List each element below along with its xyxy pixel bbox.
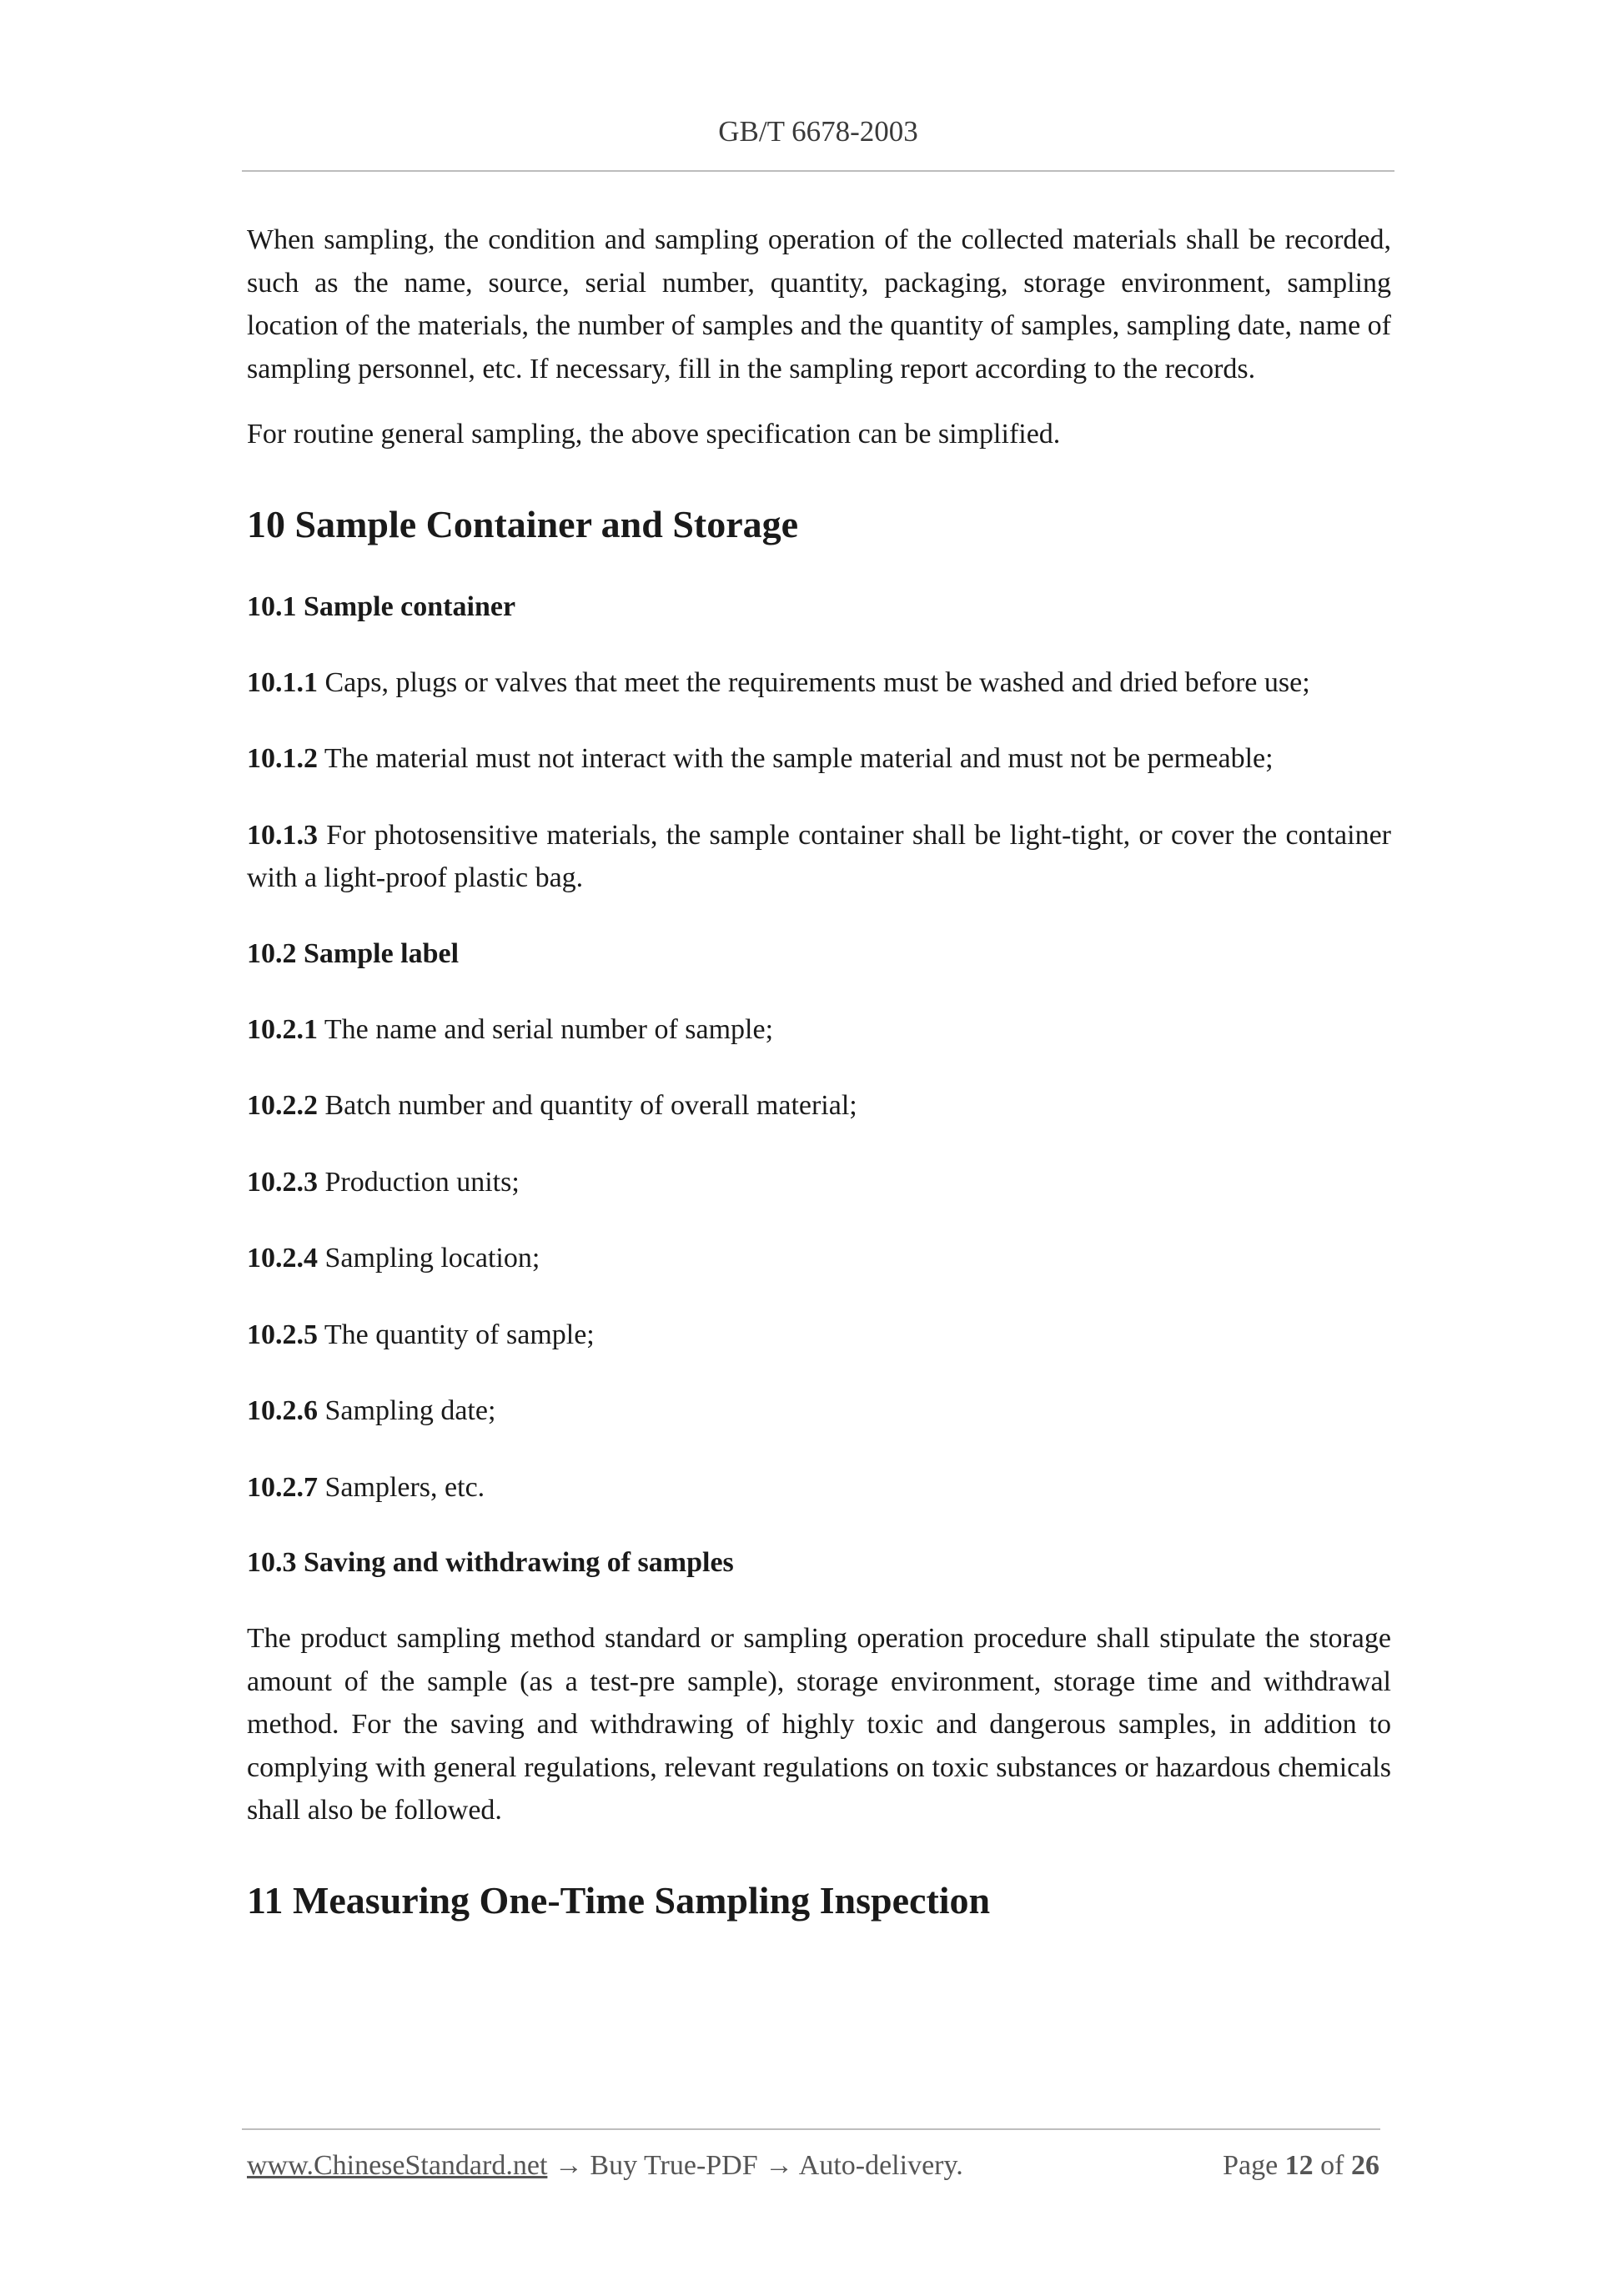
- clause-10-2-4: [247, 1237, 1391, 1280]
- intro-paragraph: When sampling, the condition and sampling operation of the collected materials shall be recorded, such as the name, source, serial number, quantity, packaging, storage environment, sampling location of the materials, the number of samples and the quantity of samples, sampling date, name of sampling personnel, etc. If necessary, fill in the sampling report according to the records.: [247, 224, 1391, 384]
- page-body: [247, 219, 1391, 1926]
- clause-10-2-1: [247, 1008, 1391, 1052]
- section-11-heading: 11 Measuring One-Time Sampling Inspection: [247, 1878, 991, 1922]
- clause-text: Sampling date;: [318, 1395, 496, 1426]
- website-link[interactable]: www.ChineseStandard.net: [247, 2150, 548, 2181]
- page-label: Page: [1223, 2150, 1279, 2181]
- section-10-heading: 10 Sample Container and Storage: [247, 502, 799, 545]
- buy-pdf-text: Buy True-PDF: [582, 2150, 766, 2181]
- clause-number: 10.2.6: [247, 1395, 318, 1426]
- clause-text: Production units;: [318, 1166, 520, 1198]
- clause-text: Samplers, etc.: [318, 1471, 485, 1503]
- footer-promo: [247, 2150, 963, 2182]
- clause-10-2-5: [247, 1314, 1391, 1357]
- clause-text: Sampling location;: [318, 1243, 540, 1274]
- intro-note: For routine general sampling, the above specification can be simplified.: [247, 419, 1061, 450]
- clause-10-1-3: [247, 814, 1391, 900]
- header-divider: [242, 170, 1394, 172]
- clause-text: Batch number and quantity of overall material;: [318, 1090, 857, 1121]
- total-pages: 26: [1351, 2150, 1379, 2181]
- clause-number: 10.1.1: [247, 666, 318, 698]
- footer-divider: [242, 2128, 1380, 2130]
- clause-10-1-1: [247, 661, 1391, 705]
- clause-number: 10.2.5: [247, 1319, 318, 1350]
- subsection-10-3-heading: 10.3 Saving and withdrawing of samples: [247, 1547, 734, 1578]
- document-header: GB/T 6678-2003: [718, 115, 918, 148]
- clause-10-2-7: [247, 1466, 1391, 1510]
- arrow-right-icon: →: [554, 2150, 583, 2181]
- page-indicator: [1223, 2150, 1379, 2182]
- clause-text: Caps, plugs or valves that meet the requirements must be washed and dried before use;: [318, 666, 1310, 698]
- subsection-10-1-heading: 10.1 Sample container: [247, 590, 516, 622]
- clause-number: 10.1.2: [247, 743, 318, 774]
- auto-delivery-text: Auto-delivery.: [793, 2150, 963, 2181]
- clause-number: 10.2.3: [247, 1166, 318, 1198]
- clause-number: 10.2.1: [247, 1013, 318, 1045]
- arrow-right-icon: →: [765, 2150, 794, 2181]
- subsection-10-2-heading: 10.2 Sample label: [247, 937, 460, 969]
- clause-text: The material must not interact with the sample material and must not be permeable;: [318, 743, 1274, 774]
- clause-number: 10.2.2: [247, 1090, 318, 1121]
- clause-number: 10.1.3: [247, 819, 318, 851]
- clause-text: The quantity of sample;: [318, 1319, 595, 1350]
- current-page-number: 12: [1284, 2150, 1314, 2181]
- page-footer: [247, 2150, 1379, 2192]
- clause-10-2-2: [247, 1084, 1391, 1128]
- clause-number: 10.2.7: [247, 1471, 318, 1503]
- clause-number: 10.2.4: [247, 1243, 318, 1274]
- clause-10-1-2: [247, 737, 1391, 781]
- subsection-10-3-paragraph: The product sampling method standard or sampling operation procedure shall stipulate the storage amount of the sample (as a test-pre sample), storage environment, storage time and withdrawal method. For the saving and withdrawing of highly toxic and dangerous samples, in addition to complying with general regulations, relevant regulations on toxic substances or hazardous chemicals shall also be followed.: [247, 1623, 1391, 1826]
- of-label: of: [1320, 2150, 1344, 2181]
- clause-10-2-3: [247, 1161, 1391, 1204]
- clause-text: For photosensitive materials, the sample container shall be light-tight, or cover the container with a light-proof plastic bag.: [247, 819, 1391, 893]
- clause-10-2-6: [247, 1389, 1391, 1433]
- clause-text: The name and serial number of sample;: [318, 1013, 774, 1045]
